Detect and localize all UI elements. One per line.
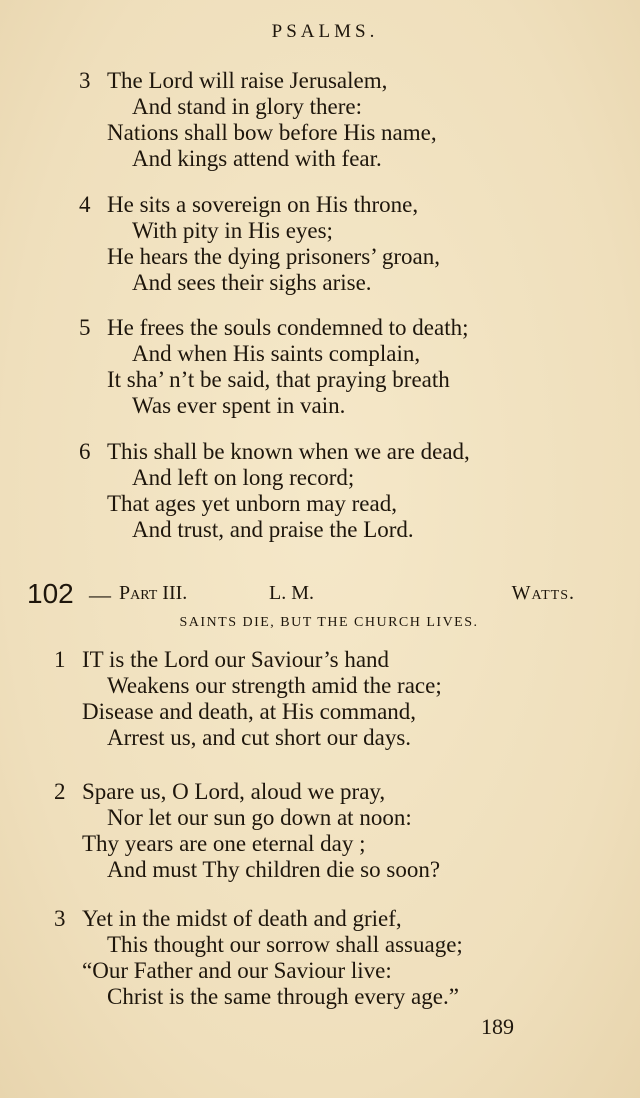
line-text: Yet in the midst of death and grief, xyxy=(82,906,402,931)
stanza-line xyxy=(79,68,437,94)
stanza-line: And sees their sighs arise. xyxy=(132,270,372,295)
hymn-author: Watts. xyxy=(511,582,575,604)
stanza-line: And left on long record; xyxy=(132,465,355,490)
stanza-line: Christ is the same through every age.” xyxy=(107,984,459,1009)
stanza-4-top xyxy=(79,192,440,296)
hymn-stanza-1 xyxy=(54,647,442,751)
line-text: He sits a sovereign on His throne, xyxy=(107,192,419,217)
stanza-line xyxy=(54,906,463,932)
stanza-line xyxy=(54,647,442,673)
stanza-line: Weakens our strength amid the race; xyxy=(107,673,442,698)
stanza-line: Nor let our sun go down at noon: xyxy=(107,805,412,830)
stanza-line: “Our Father and our Saviour live: xyxy=(82,958,392,983)
stanza-line: With pity in His eyes; xyxy=(132,218,333,243)
stanza-line xyxy=(79,315,469,341)
stanza-line xyxy=(79,439,470,465)
stanza-number: 3 xyxy=(79,68,91,93)
stanza-6-top xyxy=(79,439,470,543)
line-text: IT is the Lord our Saviour’s hand xyxy=(82,647,390,672)
stanza-number: 5 xyxy=(79,315,91,340)
stanza-number: 2 xyxy=(54,779,66,804)
stanza-number: 6 xyxy=(79,439,91,464)
hymn-meter: L. M. xyxy=(269,582,314,604)
stanza-line xyxy=(54,779,440,805)
stanza-line: And trust, and praise the Lord. xyxy=(132,517,414,542)
stanza-line: And stand in glory there: xyxy=(132,94,362,119)
stanza-line: It sha’ n’t be said, that praying breath xyxy=(107,367,450,392)
stanza-line: Arrest us, and cut short our days. xyxy=(107,725,412,750)
line-text: Spare us, O Lord, aloud we pray, xyxy=(82,779,386,804)
stanza-line: This thought our sorrow shall assuage; xyxy=(107,932,463,957)
line-text: He frees the souls condemned to death; xyxy=(107,315,469,340)
stanza-line: That ages yet unborn may read, xyxy=(107,491,397,516)
hymn-number: 102 xyxy=(27,578,74,609)
stanza-line: Was ever spent in vain. xyxy=(132,393,346,418)
stanza-line: And must Thy children die so soon? xyxy=(107,857,441,882)
stanza-line: Nations shall bow before His name, xyxy=(107,120,437,145)
hymn-subtitle: SAINTS DIE, BUT THE CHURCH LIVES. xyxy=(179,615,479,630)
stanza-line: And when His saints complain, xyxy=(132,341,421,366)
line-text: This shall be known when we are dead, xyxy=(107,439,470,464)
stanza-line: Thy years are one eternal day ; xyxy=(82,831,366,856)
stanza-line xyxy=(79,192,440,218)
stanza-line: Disease and death, at His command, xyxy=(82,699,417,724)
hymn-part: Part III. xyxy=(119,582,188,604)
stanza-number: 1 xyxy=(54,647,66,672)
hymn-heading xyxy=(27,580,575,610)
running-header: PSALMS. xyxy=(271,21,379,42)
stanza-number: 4 xyxy=(79,192,91,217)
stanza-3-top xyxy=(79,68,437,172)
hymn-stanza-3 xyxy=(54,906,463,1010)
hymn-dash: — xyxy=(89,582,111,607)
stanza-line: And kings attend with fear. xyxy=(132,146,382,171)
line-text: The Lord will raise Jerusalem, xyxy=(107,68,388,93)
hymn-stanza-2 xyxy=(54,779,440,883)
page-number: 189 xyxy=(481,1014,514,1039)
stanza-5-top xyxy=(79,315,469,419)
stanza-number: 3 xyxy=(54,906,66,931)
stanza-line: He hears the dying prisoners’ groan, xyxy=(107,244,440,269)
